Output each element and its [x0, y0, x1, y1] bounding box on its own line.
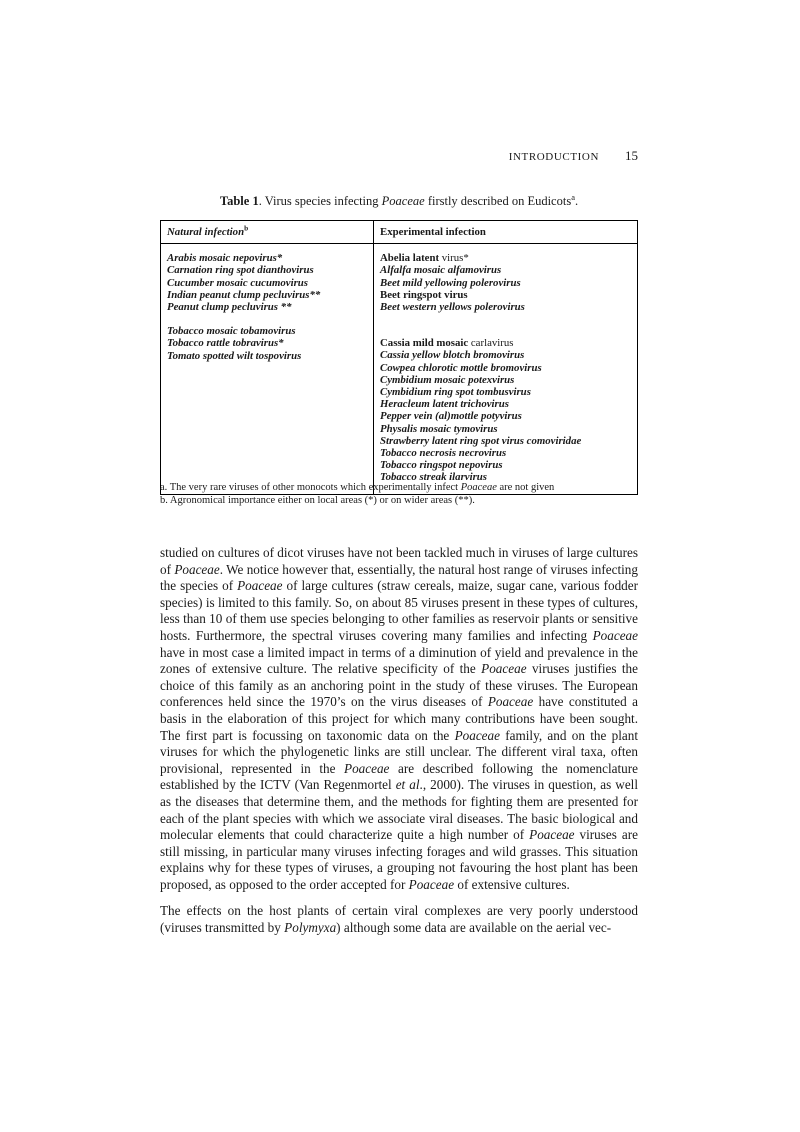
text-segment: ., 2000). The viruses in question, as well as the diseases that determine them, and the methods for fighting them are presented for each of the plant species with which we associate viral diseases. The basic biological and molecular elements that could characterize quite a high number of	[160, 777, 639, 843]
table-line	[380, 362, 631, 374]
text-segment: Poaceae	[529, 827, 575, 843]
text-segment: Cassia yellow blotch bromovirus	[380, 349, 525, 362]
text-segment: et al	[395, 777, 420, 793]
text-segment: Strawberry latent ring spot virus comoviridae	[380, 434, 582, 447]
body-text	[160, 545, 638, 937]
text-segment: Peanut clump pecluvirus **	[167, 301, 292, 314]
table-header-experimental	[373, 221, 637, 244]
virus-table	[160, 220, 638, 495]
text-segment: Poaceae	[174, 561, 220, 577]
paragraph-1	[160, 545, 638, 893]
table-line	[167, 277, 367, 289]
text-segment: of extensive cultures.	[454, 876, 570, 892]
table-line	[380, 252, 631, 264]
table-line	[380, 386, 631, 398]
footnote-line	[160, 494, 638, 507]
text-segment: Beet ringspot virus	[380, 288, 468, 301]
text-segment: The effects on the host plants of certain viral complexes are very poorly understood (viruses transmitted by	[160, 903, 638, 936]
text-segment: Beet western yellows polerovirus	[380, 301, 525, 314]
table-line	[167, 264, 367, 276]
table-line	[167, 325, 367, 337]
table-line	[380, 277, 631, 289]
table-line	[380, 301, 631, 313]
text-segment: Tobacco ringspot nepovirus	[380, 459, 503, 472]
text-segment: Poaceae	[487, 694, 534, 710]
text-segment: a	[571, 191, 575, 202]
text-segment: Indian peanut clump pecluvirus**	[167, 288, 321, 301]
text-segment: Poaceae	[481, 661, 527, 677]
text-segment: Natural infection	[167, 226, 245, 238]
table-line	[380, 337, 631, 349]
table-column-natural	[161, 244, 373, 493]
text-segment: are described following the nomenclature established by the ICTV (Van Regenmortel	[160, 760, 638, 793]
table-column-experimental	[373, 244, 637, 493]
text-segment: Polymyxa	[284, 920, 337, 936]
table-line	[380, 423, 631, 435]
text-segment: of large cultures (straw cereals, maize, sugar cane, various fodder species) is limited to this family. So, on about 85 viruses present in these types of cultures, less than 10 of them use species belonging to other families as reservoir plants or sensitive hosts. Furthermore, the spectral viruses covering many families and infecting	[160, 578, 638, 643]
table-footnotes	[160, 481, 638, 507]
running-header-page-number: 15	[625, 148, 638, 163]
table-line	[167, 301, 367, 313]
text-segment: Poaceae	[381, 194, 425, 208]
text-segment: have in most case a limited impact in terms of a diminution of yield and prevalence in the zones of extensive culture. The relative specificity of the	[160, 644, 638, 677]
text-segment: viruses are still missing, in particular many viruses infecting forages and wild grasses. This situation explains why for these types of viruses, a grouping not favouring the host plant has been proposed, as opposed to the order accepted for	[160, 827, 638, 892]
table-line	[167, 350, 367, 362]
text-segment: are not given	[496, 482, 555, 493]
table-line	[380, 398, 631, 410]
text-segment: virus*	[441, 252, 469, 265]
text-segment: b	[244, 223, 249, 233]
text-segment: firstly described on Eudicots	[424, 194, 572, 208]
table-line	[380, 374, 631, 386]
text-segment: . We notice however that, essentially, the natural host range of viruses infecting the species of	[160, 561, 638, 594]
table-line	[380, 289, 631, 301]
table-header-natural	[161, 221, 373, 244]
table-group	[167, 325, 367, 362]
text-segment: Beet mild yellowing polerovirus	[380, 276, 521, 289]
table-line	[167, 337, 367, 349]
running-header-section: INTRODUCTION	[508, 151, 599, 163]
text-segment: Tobacco mosaic tobamovirus	[167, 325, 296, 338]
text-segment: . Virus species infecting	[258, 194, 382, 208]
text-segment: Pepper vein (al)mottle potyvirus	[380, 410, 522, 423]
text-segment: Poaceae	[237, 578, 283, 594]
text-segment: Cucumber mosaic cucumovirus	[167, 276, 308, 289]
table-line	[167, 252, 367, 264]
text-segment: .	[574, 194, 579, 208]
table-group	[380, 337, 631, 483]
table-line	[167, 289, 367, 301]
text-segment: Cassia mild mosaic	[380, 337, 471, 350]
table-line	[380, 447, 631, 459]
text-segment: a. The very rare viruses of other monocots which experimentally infect	[160, 482, 461, 493]
text-segment: Abelia latent	[380, 252, 442, 265]
paragraph-2	[160, 903, 638, 936]
table-line	[380, 459, 631, 471]
text-segment: Tobacco necrosis necrovirus	[380, 447, 507, 460]
text-segment: Heracleum latent trichovirus	[380, 398, 509, 411]
text-segment: Cowpea chlorotic mottle bromovirus	[380, 361, 542, 374]
text-segment: Poaceae	[454, 727, 500, 743]
table-group	[380, 252, 631, 313]
text-segment: Alfalfa mosaic alfamovirus	[380, 264, 502, 277]
text-segment: Poaceae	[344, 760, 390, 776]
text-segment: Carnation ring spot dianthovirus	[167, 264, 314, 277]
text-segment: Poaceae	[460, 482, 497, 493]
text-segment: Cymbidium mosaic potexvirus	[380, 373, 515, 386]
text-segment: Tobacco rattle tobravirus*	[167, 337, 284, 350]
text-segment: Poaceae	[408, 876, 455, 892]
text-segment: carlavirus	[470, 337, 514, 350]
text-segment: ) although some data are available on the aerial vec-	[336, 920, 612, 936]
footnote-line	[160, 481, 638, 494]
text-segment: Cymbidium ring spot tombusvirus	[380, 386, 531, 399]
text-segment: b. Agronomical importance either on local areas (*) or on wider areas (**).	[160, 495, 475, 506]
table-line	[380, 349, 631, 361]
text-segment: family, and on the plant viruses for which the phylogenetic links are still unclear. The different viral taxa, often provisional, represented in the	[160, 727, 638, 776]
table-line	[380, 410, 631, 422]
text-segment: Tobacco streak ilarvirus	[380, 471, 487, 484]
text-segment: Physalis mosaic tymovirus	[380, 422, 498, 435]
table-group	[167, 252, 367, 313]
text-segment: have constituted a basis in the elaboration of this project for which many contributions have been sought. The first part is focussing on taxonomic data on the	[160, 694, 638, 743]
text-segment: Experimental infection	[380, 226, 486, 238]
text-segment: viruses justifies the choice of this family as an anchoring point in the study of these viruses. The European conferences held since the 1970’s on the virus diseases of	[160, 661, 638, 710]
table-line	[380, 435, 631, 447]
text-segment: Arabis mosaic nepovirus*	[167, 252, 283, 265]
text-segment: Table 1	[219, 194, 259, 208]
running-header	[160, 148, 638, 164]
text-segment: studied on cultures of dicot viruses have not been tackled much in viruses of large cultures of	[160, 545, 638, 577]
table-line	[380, 264, 631, 276]
table-caption	[160, 191, 638, 209]
text-segment: Poaceae	[592, 627, 638, 643]
text-segment: Tomato spotted wilt tospovirus	[167, 349, 302, 362]
